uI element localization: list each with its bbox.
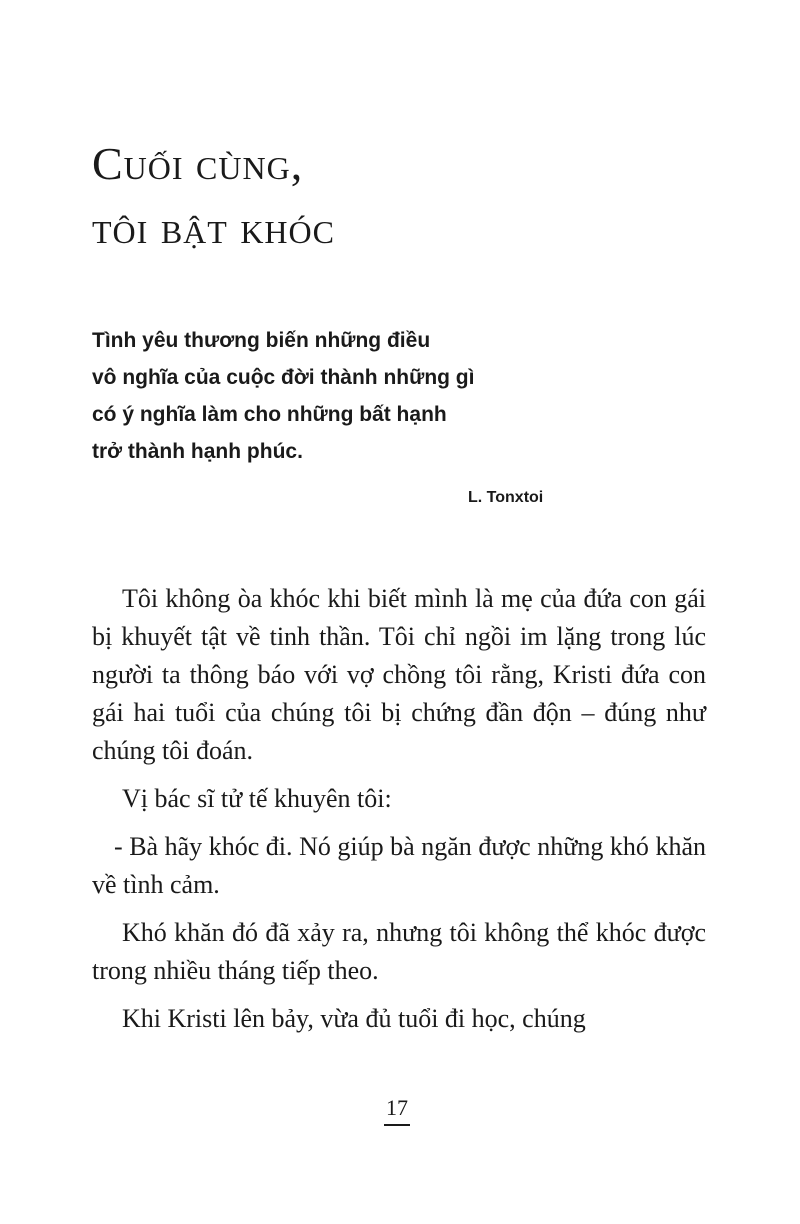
body-paragraph: Vị bác sĩ tử tế khuyên tôi:	[122, 784, 392, 813]
body-paragraph: - Bà hãy khóc đi. Nó giúp bà ngăn được những khó khăn về tình cảm.	[92, 832, 706, 899]
epigraph-line: Tình yêu thương biến những điều	[92, 329, 431, 352]
epigraph-quote	[92, 322, 582, 470]
body-paragraph: Tôi không òa khóc khi biết mình là mẹ của đứa con gái bị khuyết tật về tinh thần. Tôi chỉ ngồi im lặng trong lúc người ta thông báo với vợ chồng tôi rằng, Kristi đứa con gái hai tuổi của chúng tôi bị chứng đần độn – đúng như chúng tôi đoán.	[92, 584, 706, 765]
chapter-title-line-1: Cuối cùng,	[92, 138, 304, 189]
chapter-title-line-2: tôi bật khóc	[92, 202, 335, 253]
body-paragraph: Khó khăn đó đã xảy ra, nhưng tôi không thể khóc được trong nhiều tháng tiếp theo.	[92, 918, 706, 985]
body-paragraph: Khi Kristi lên bảy, vừa đủ tuổi đi học, chúng	[122, 1004, 586, 1033]
epigraph-line: vô nghĩa của cuộc đời thành những gì	[92, 366, 475, 389]
page-number: 17	[384, 1094, 410, 1126]
epigraph-author: L. Tonxtoi	[468, 489, 544, 506]
epigraph-line: có ý nghĩa làm cho những bất hạnh	[92, 403, 447, 426]
body-text	[92, 580, 706, 1048]
epigraph-line: trở thành hạnh phúc.	[92, 440, 303, 463]
chapter-title	[92, 132, 335, 260]
